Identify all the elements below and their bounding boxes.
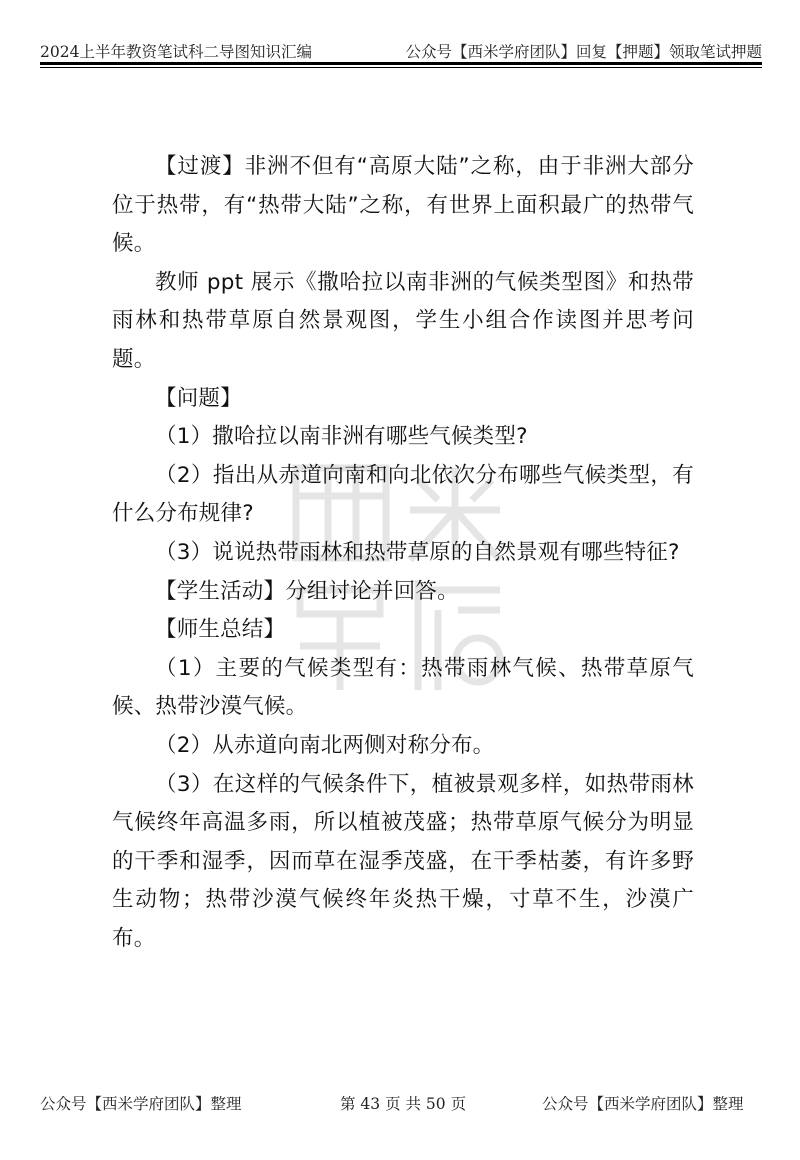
paragraph-teacher-ppt: 教师 ppt 展示《撒哈拉以南非洲的气候类型图》和热带雨林和热带草原自然景观图，学生小组合作读图并思考问题。 (112, 269, 694, 372)
header-promo: 公众号【西米学府团队】回复【押题】领取笔试押题 (405, 43, 762, 61)
page-header (40, 38, 762, 62)
paragraph-summary-1: （1）主要的气候类型有：热带雨林气候、热带草原气候、热带沙漠气候。 (112, 655, 694, 720)
paragraph-transition: 【过渡】非洲不但有“高原大陆”之称，由于非洲大部分位于热带，有“热带大陆”之称，有世界上面积最广的热带气候。 (112, 154, 694, 257)
header-rule-thin (40, 67, 762, 68)
paragraph-student-activity: 【学生活动】分组讨论并回答。 (155, 578, 459, 604)
header-rule-thick (40, 62, 762, 65)
footer-right: 公众号【西米学府团队】整理 (542, 1095, 744, 1113)
paragraph-question-3: （3）说说热带雨林和热带草原的自然景观有哪些特征? (155, 539, 680, 565)
paragraph-summary-heading: 【师生总结】 (155, 617, 286, 643)
paragraph-question-2: （2）指出从赤道向南和向北依次分布哪些气候类型，有什么分布规律? (112, 462, 694, 527)
page-footer (0, 1092, 800, 1116)
paragraph-summary-3: （3）在这样的气候条件下，植被景观多样，如热带雨林气候终年高温多雨，所以植被茂盛；热带草原气候分为明显的干季和湿季，因而草在湿季茂盛，在干季枯萎，有许多野生动物；热带沙漠气候终年炎热干燥，寸草不生，沙漠广布。 (112, 771, 694, 951)
document-body (112, 148, 694, 958)
paragraph-question-1: （1）撒哈拉以南非洲有哪些气候类型? (155, 424, 528, 450)
paragraph-question-heading: 【问题】 (155, 385, 242, 411)
paragraph-summary-2: （2）从赤道向南北两侧对称分布。 (155, 732, 495, 758)
footer-left: 公众号【西米学府团队】整理 (40, 1095, 242, 1113)
page-number: 第 43 页 共 50 页 (340, 1095, 467, 1113)
header-title: 2024上半年教资笔试科二导图知识汇编 (40, 43, 312, 61)
